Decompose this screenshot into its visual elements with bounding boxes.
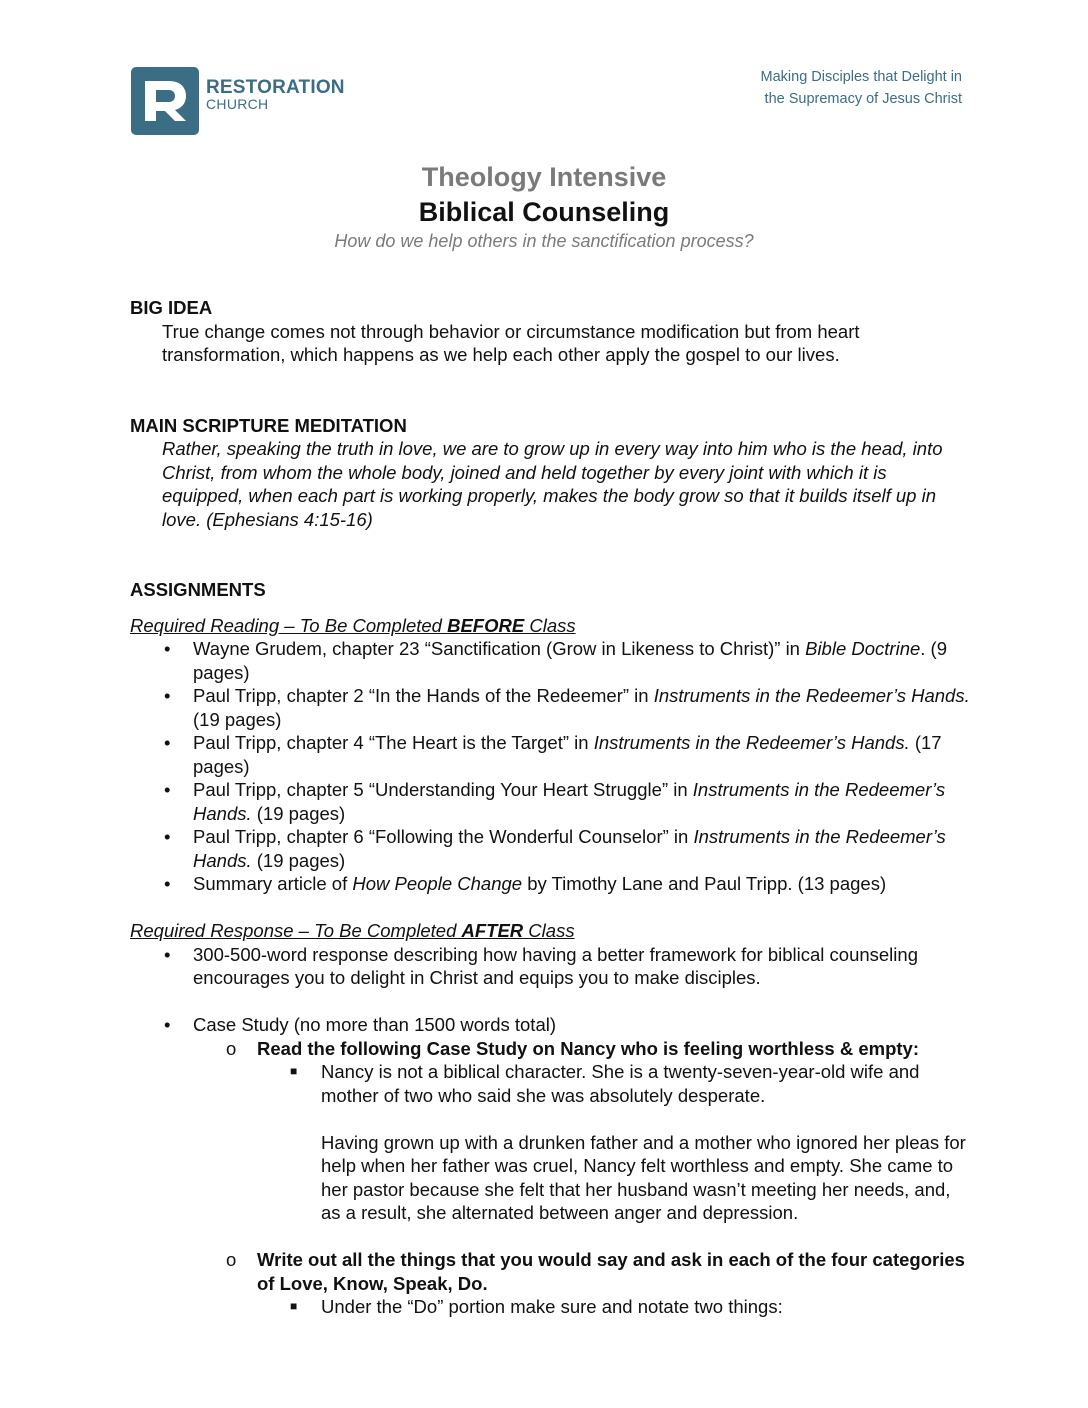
case-read-heading: o Read the following Case Study on Nancy who is feeling worthless & empty: (226, 1037, 919, 1059)
tagline-line1: Making Disciples that Delight in (760, 69, 962, 85)
tagline-line2: the Supremacy of Jesus Christ (764, 91, 962, 107)
logo-name: RESTORATION (206, 77, 345, 98)
series-title: Theology Intensive (421, 162, 667, 192)
case-do-note: ■ Under the “Do” portion make sure and notate two things: (290, 1296, 783, 1317)
list-item: • Paul Tripp, chapter 5 “Understanding Your Heart Struggle” in Instruments in the Redeemer’s Hands. (19 pages) (164, 779, 946, 824)
document-body (130, 296, 970, 1319)
case-write-heading: o Write out all the things that you would say and ask in each of the four categories of Love, Know, Speak, Do. (226, 1249, 965, 1294)
response-list (130, 943, 970, 1037)
scripture-heading: MAIN SCRIPTURE MEDITATION (130, 414, 407, 436)
tagline (761, 66, 962, 110)
list-item: • 300-500-word response describing how having a better framework for biblical counseling encourages you to delight in Christ and equips you to make disciples. (164, 943, 918, 988)
topic-question: How do we help others in the sanctification process? (334, 231, 754, 251)
list-item: • Summary article of How People Change by Timothy Lane and Paul Tripp. (13 pages) (164, 873, 887, 894)
required-response-label: Required Response – To Be Completed AFTER Class (130, 920, 575, 941)
list-item: • Wayne Grudem, chapter 23 “Sanctification (Grow in Likeness to Christ)” in Bible Doctrine. (9 pages) (164, 638, 948, 683)
r-logo-icon (131, 67, 199, 135)
list-item: • Case Study (no more than 1500 words total) (164, 1014, 556, 1035)
required-reading-label: Required Reading – To Be Completed BEFORE Class (130, 614, 576, 636)
reading-list (130, 637, 970, 896)
scripture-text: Rather, speaking the truth in love, we are to grow up in every way into him who is the head, into Christ, from whom the whole body, joined and held together by every joint with which it is equipped, when each part is working properly, makes the body grow so that it builds itself up in love. (Ephesians 4:15-16) (162, 438, 943, 530)
case-para-2: Having grown up with a drunken father and a mother who ignored her pleas for help when her father was cruel, Nancy felt worthless and empty. She came to her pastor because she felt that her husband wasn’t meeting her needs, and, as a result, she alternated between anger and depression. (321, 1131, 966, 1223)
list-item: • Paul Tripp, chapter 6 “Following the Wonderful Counselor” in Instruments in the Redeemer’s Hands. (19 pages) (164, 826, 946, 871)
big-idea-text: True change comes not through behavior or circumstance modification but from heart transformation, which happens as we help each other apply the gospel to our lives. (162, 320, 860, 365)
big-idea-heading: BIG IDEA (130, 297, 213, 318)
assignments-heading: ASSIGNMENTS (130, 579, 266, 600)
list-item: • Paul Tripp, chapter 4 “The Heart is the Target” in Instruments in the Redeemer’s Hands. (17 pages) (164, 732, 942, 777)
logo-sub: CHURCH (206, 96, 269, 112)
title-block (0, 160, 1088, 252)
restoration-church-logo-mark (131, 67, 199, 135)
topic-title: Biblical Counseling (418, 197, 670, 227)
list-item: • Paul Tripp, chapter 2 “In the Hands of the Redeemer” in Instruments in the Redeemer’s Hands. (19 pages) (164, 685, 970, 730)
logo-wordmark (206, 78, 345, 111)
case-para-1: ■ Nancy is not a biblical character. She is a twenty-seven-year-old wife and mother of two who said she was absolutely desperate. (290, 1061, 920, 1106)
